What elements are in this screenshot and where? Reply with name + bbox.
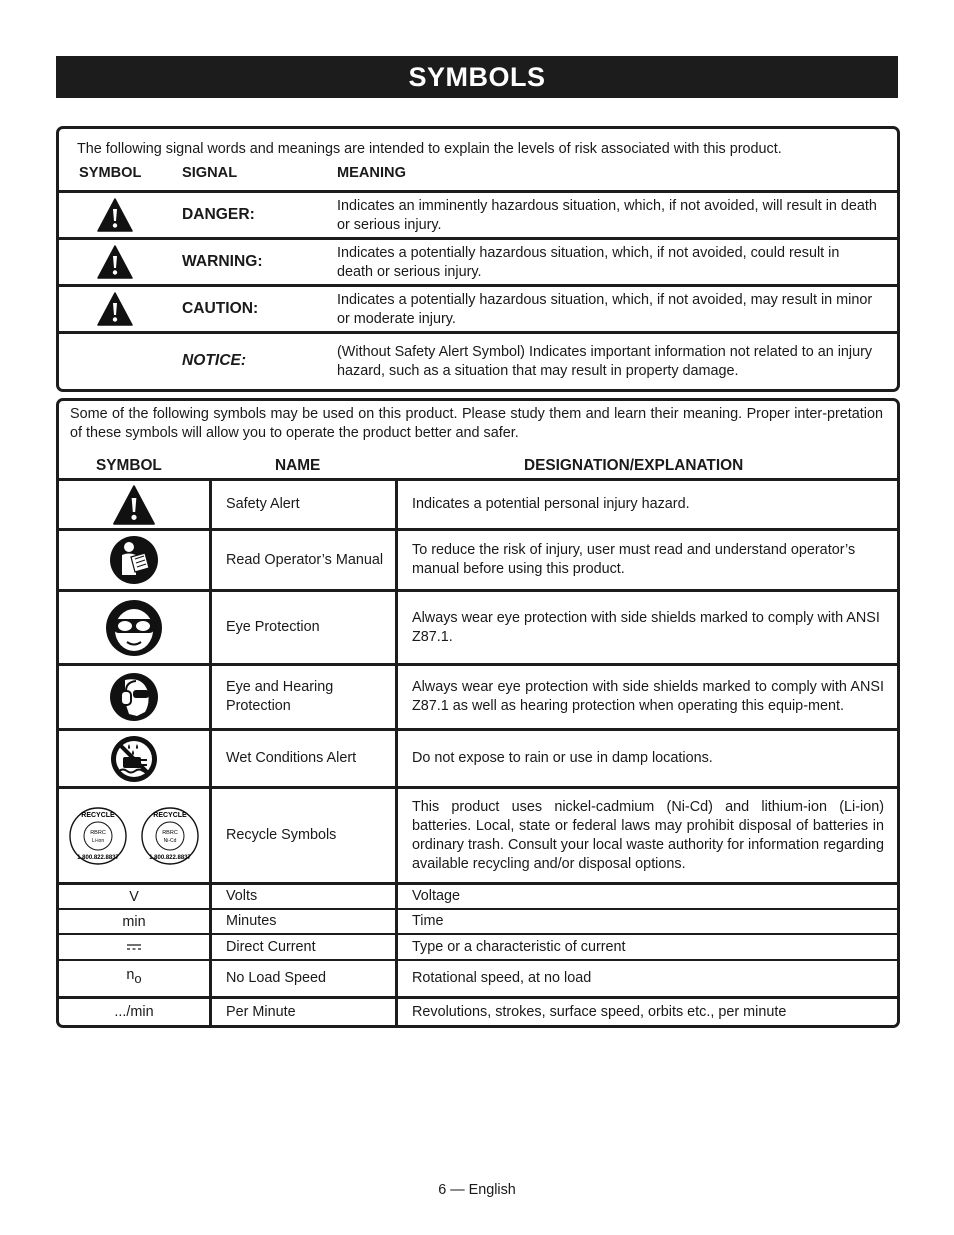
symbol-name: Safety Alert <box>226 496 300 512</box>
signal-meaning: Indicates a potentially hazardous situation, which, if not avoided, may result in minor or moderate injury. <box>337 292 873 327</box>
symbol-row-volts <box>59 882 897 908</box>
symbol-name: Volts <box>226 888 258 904</box>
seal-org-text: RBRC <box>90 829 106 836</box>
symbol-text: .../min <box>114 1004 154 1020</box>
header-name: NAME <box>275 457 321 474</box>
symbol-row-read-manual <box>59 528 897 589</box>
signal-meaning: Indicates a potentially hazardous situation, which, if not avoided, could result in death or serious injury. <box>337 245 840 280</box>
recycle-seal-icon <box>68 806 128 866</box>
header-designation: DESIGNATION/EXPLANATION <box>524 457 744 474</box>
symbol-text: no <box>126 967 142 986</box>
seal-phone-text: 1.800.822.8837 <box>77 854 119 861</box>
seal-org-text: RBRC <box>162 829 178 836</box>
symbol-name: Direct Current <box>226 938 316 955</box>
symbol-row-recycle <box>59 786 897 882</box>
symbol-row-eye-hearing <box>59 663 897 728</box>
header-meaning: MEANING <box>337 165 406 181</box>
eye-protection-icon <box>105 599 163 657</box>
signal-meaning: (Without Safety Alert Symbol) Indicates important information not related to an injury hazard, such as a situation that may result in property damage. <box>337 344 873 379</box>
symbol-designation: Time <box>412 913 444 929</box>
symbol-row-minutes <box>59 908 897 933</box>
symbol-text: min <box>122 913 146 930</box>
seal-phone-text: 1.800.822.8837 <box>149 854 191 861</box>
symbol-name: No Load Speed <box>226 970 327 986</box>
page-title: SYMBOLS <box>56 56 898 98</box>
symbol-row-direct-current <box>59 933 897 959</box>
seal-top-text: RECYCLE <box>81 811 115 819</box>
signal-row-caution <box>59 284 897 331</box>
header-symbol: SYMBOL <box>79 165 142 181</box>
symbol-designation: Revolutions, strokes, surface speed, orbits etc., per minute <box>412 1003 787 1020</box>
warning-triangle-icon <box>112 485 156 525</box>
symbol-row-safety-alert <box>59 478 897 528</box>
signal-label: WARNING: <box>182 253 263 270</box>
symbol-name: Recycle Symbols <box>226 827 337 843</box>
wet-conditions-icon <box>110 735 158 783</box>
warning-triangle-icon <box>97 292 133 326</box>
page-footer: 6 — English <box>438 1182 516 1198</box>
symbol-designation: Type or a characteristic of current <box>412 938 626 955</box>
symbol-row-per-minute <box>59 996 897 1025</box>
seal-top-text: RECYCLE <box>153 811 187 819</box>
symbol-name: Eye and Hearing Protection <box>226 679 334 714</box>
symbol-row-no-load-speed <box>59 959 897 996</box>
signal-label: NOTICE: <box>182 352 247 369</box>
symbol-designation: This product uses nickel-cadmium (Ni-Cd) and lithium-ion (Li-ion) batteries. Local, state or federal laws may prohibit disposal of batteries in ordinary trash. Consult your local waste authority for information regarding available recycling and/or disposal options. <box>412 798 884 872</box>
signal-row-danger <box>59 190 897 237</box>
symbol-designation: Always wear eye protection with side shields marked to comply with ANSI Z87.1 as well as hearing protection when operating this equip-ment. <box>412 679 884 714</box>
symbols-table <box>56 398 900 1028</box>
signal-row-notice <box>59 331 897 389</box>
symbol-name: Per Minute <box>226 1003 296 1020</box>
symbol-designation: Indicates a potential personal injury hazard. <box>412 496 690 512</box>
symbol-name: Minutes <box>226 913 277 929</box>
signal-label: CAUTION: <box>182 300 259 317</box>
symbol-row-wet-conditions <box>59 728 897 786</box>
symbol-designation: Rotational speed, at no load <box>412 970 592 986</box>
direct-current-icon <box>126 943 142 951</box>
symbol-text: V <box>129 888 139 905</box>
recycle-seal-icon <box>140 806 200 866</box>
header-signal: SIGNAL <box>182 165 238 181</box>
seal-chem-text: Li-ion <box>91 837 105 844</box>
warning-triangle-icon <box>97 198 133 232</box>
symbol-name: Read Operator’s Manual <box>226 551 384 568</box>
read-manual-icon <box>109 535 159 585</box>
symbol-row-eye-protection <box>59 589 897 663</box>
eye-hearing-protection-icon <box>109 672 159 722</box>
signal-words-table <box>56 126 900 392</box>
header-symbol: SYMBOL <box>96 457 162 474</box>
warning-triangle-icon <box>97 245 133 279</box>
signal-label: DANGER: <box>182 206 255 223</box>
symbol-name: Wet Conditions Alert <box>226 750 357 766</box>
signal-intro-text: The following signal words and meanings are intended to explain the levels of risk associated with this product. <box>77 141 782 157</box>
symbol-designation: Do not expose to rain or use in damp locations. <box>412 750 713 766</box>
symbol-designation: To reduce the risk of injury, user must read and understand operator’s manual before using this product. <box>412 542 856 577</box>
symbol-designation: Voltage <box>412 888 461 904</box>
symbol-name: Eye Protection <box>226 619 320 635</box>
symbol-designation: Always wear eye protection with side shields marked to comply with ANSI Z87.1. <box>412 609 880 645</box>
seal-chem-text: Ni-Cd <box>163 837 177 844</box>
signal-meaning: Indicates an imminently hazardous situation, which, if not avoided, will result in death or serious injury. <box>337 198 877 233</box>
symbols-intro-text: Some of the following symbols may be used on this product. Please study them and learn their meaning. Proper inter-pretation of these symbols will allow you to operate the product better and safer. <box>70 406 883 441</box>
signal-row-warning <box>59 237 897 284</box>
